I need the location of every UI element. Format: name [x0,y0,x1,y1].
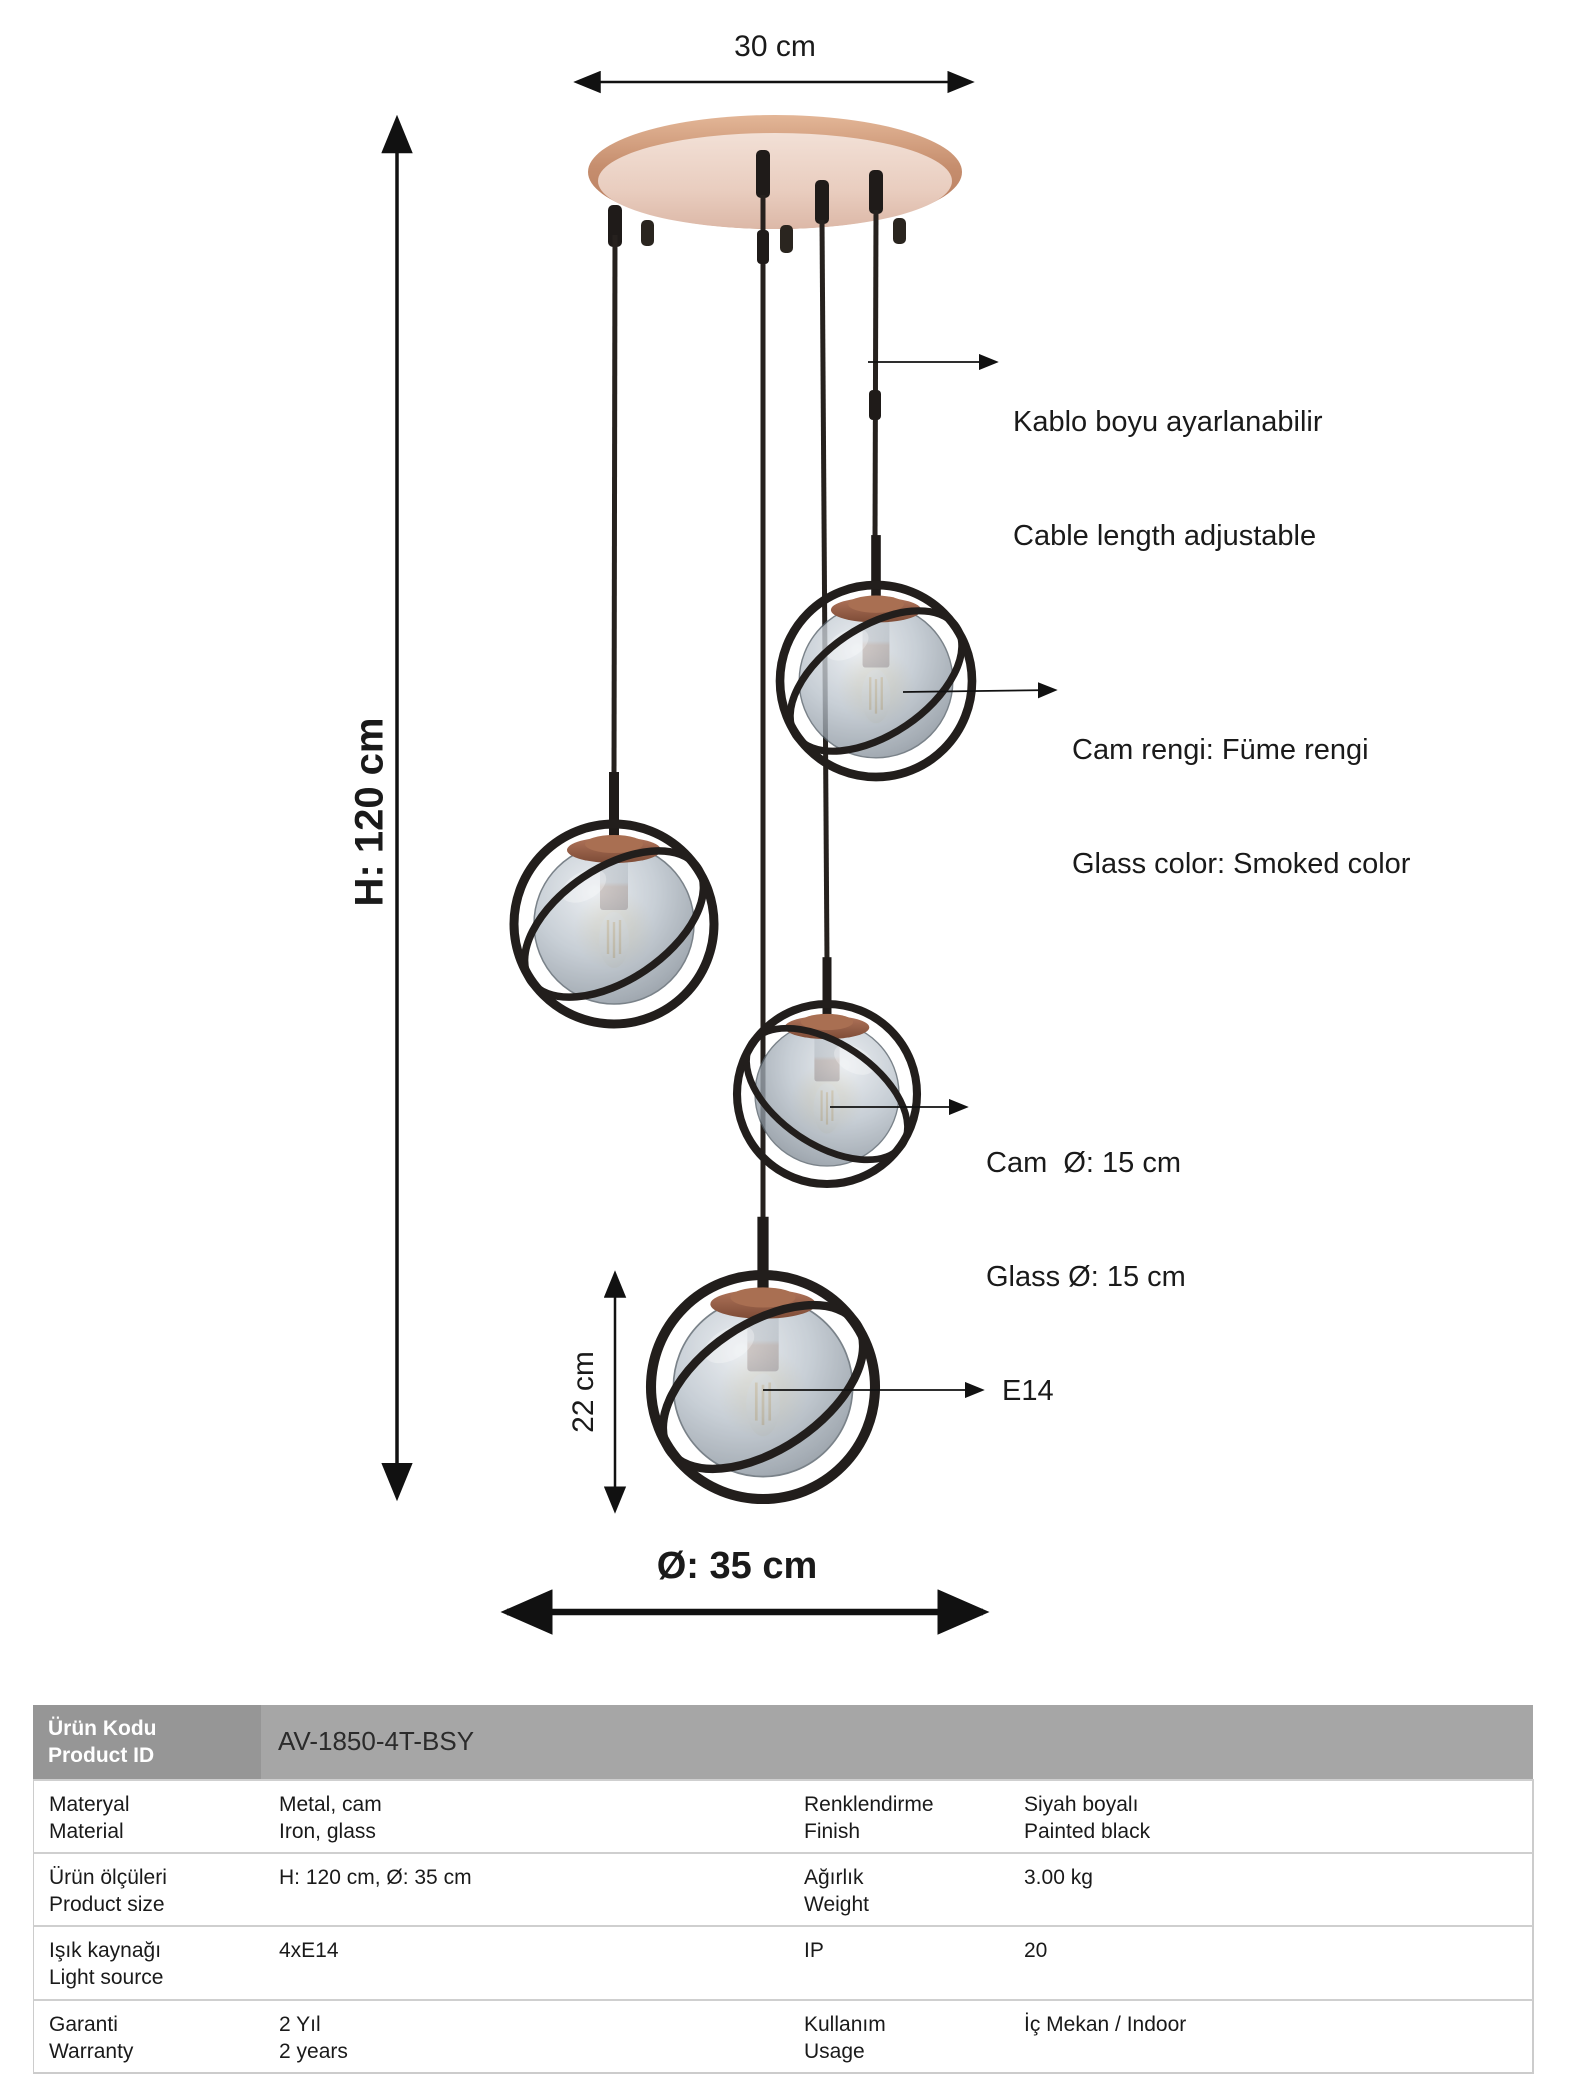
value-line2: Iron, glass [279,1820,376,1843]
callout-cable-length [1013,327,1323,631]
pendant-lamp-bottom [634,1217,892,1502]
value-line1: 4xE14 [279,1939,339,1962]
label-en: Product size [49,1893,165,1916]
row-label [804,1791,1004,1845]
label-tr: Materyal [49,1793,130,1816]
row-value [1024,1937,1444,1964]
cable-ferrule [757,230,769,264]
row-value [279,1791,759,1845]
value-line2: 2 years [279,2040,348,2063]
row-label [49,1864,269,1918]
row-value [279,2011,759,2065]
row-value [279,1864,759,1891]
value-line1: 3.00 kg [1024,1866,1093,1889]
dimension-total-height: H: 120 cm [347,717,392,907]
row-label [49,1937,269,1991]
value-line1: İç Mekan / Indoor [1024,2013,1187,2036]
callout-glass-color-tr: Cam rengi: Füme rengi [1072,734,1369,766]
callout-glass-diameter-en: Glass Ø: 15 cm [986,1261,1186,1293]
cable-gland [869,170,883,214]
label-tr: Ağırlık [804,1866,864,1889]
value-line1: 20 [1024,1939,1048,1962]
cable-gland [815,180,829,224]
label-en: Material [49,1820,124,1843]
label-tr: Garanti [49,2013,118,2036]
value-line2: Painted black [1024,1820,1151,1843]
label-tr: Renklendirme [804,1793,934,1816]
callout-glass-color [1072,655,1410,959]
product-id-label-en: Product ID [48,1744,155,1767]
callout-glass-diameter [986,1068,1186,1372]
ceiling-canopy [588,115,962,253]
label-tr: Kullanım [804,2013,886,2036]
label-en: Usage [804,2040,865,2063]
product-id-label-tr: Ürün Kodu [48,1717,157,1740]
pendant-lamp-middle [723,957,930,1186]
row-label [804,1864,1004,1918]
callout-cable-length-tr: Kablo boyu ayarlanabilir [1013,406,1323,438]
pendant-lamp-top-right [766,535,987,780]
row-label [49,1791,269,1845]
spec-table [33,1705,1533,2074]
label-en: Finish [804,1820,861,1843]
dimension-canopy-width: 30 cm [734,30,816,63]
product-id-label [33,1705,261,1779]
row-label [804,1937,1004,1964]
table-row-light-source [33,1925,1534,1999]
table-row-material [33,1779,1534,1852]
value-line1: H: 120 cm, Ø: 35 cm [279,1866,472,1889]
cable-gland [756,150,770,198]
callout-glass-color-en: Glass color: Smoked color [1072,848,1411,880]
label-tr: IP [804,1939,824,1962]
value-line1: Siyah boyalı [1024,1793,1139,1816]
value-line1: 2 Yıl [279,2013,321,2036]
cable-gland [893,218,906,244]
dimension-shade-height: 22 cm [567,1351,600,1433]
label-en: Weight [804,1893,869,1916]
row-value [1024,1791,1444,1845]
label-en: Warranty [49,2040,134,2063]
callout-glass-diameter-tr: Cam Ø: 15 cm [986,1147,1181,1179]
row-value [1024,2011,1444,2038]
product-id-value: AV-1850-4T-BSY [278,1726,475,1756]
value-line1: Metal, cam [279,1793,382,1816]
spec-table-header [33,1705,1533,1779]
row-label [804,2011,1004,2065]
callout-socket-type: E14 [1002,1375,1054,1407]
row-value [1024,1864,1444,1891]
pendant-lamp-left [499,772,729,1027]
cable-gland [641,220,654,246]
label-en: Light source [49,1966,164,1989]
row-label [49,2011,269,2065]
cable-gland [780,225,793,253]
table-row-size [33,1852,1534,1925]
cable-ferrule [869,390,881,420]
label-tr: Işık kaynağı [49,1939,162,1962]
label-tr: Ürün ölçüleri [49,1866,167,1889]
table-row-warranty [33,1999,1534,2074]
row-value [279,1937,759,1964]
dimension-fixture-diameter: Ø: 35 cm [656,1545,818,1587]
callout-cable-length-en: Cable length adjustable [1013,520,1317,552]
